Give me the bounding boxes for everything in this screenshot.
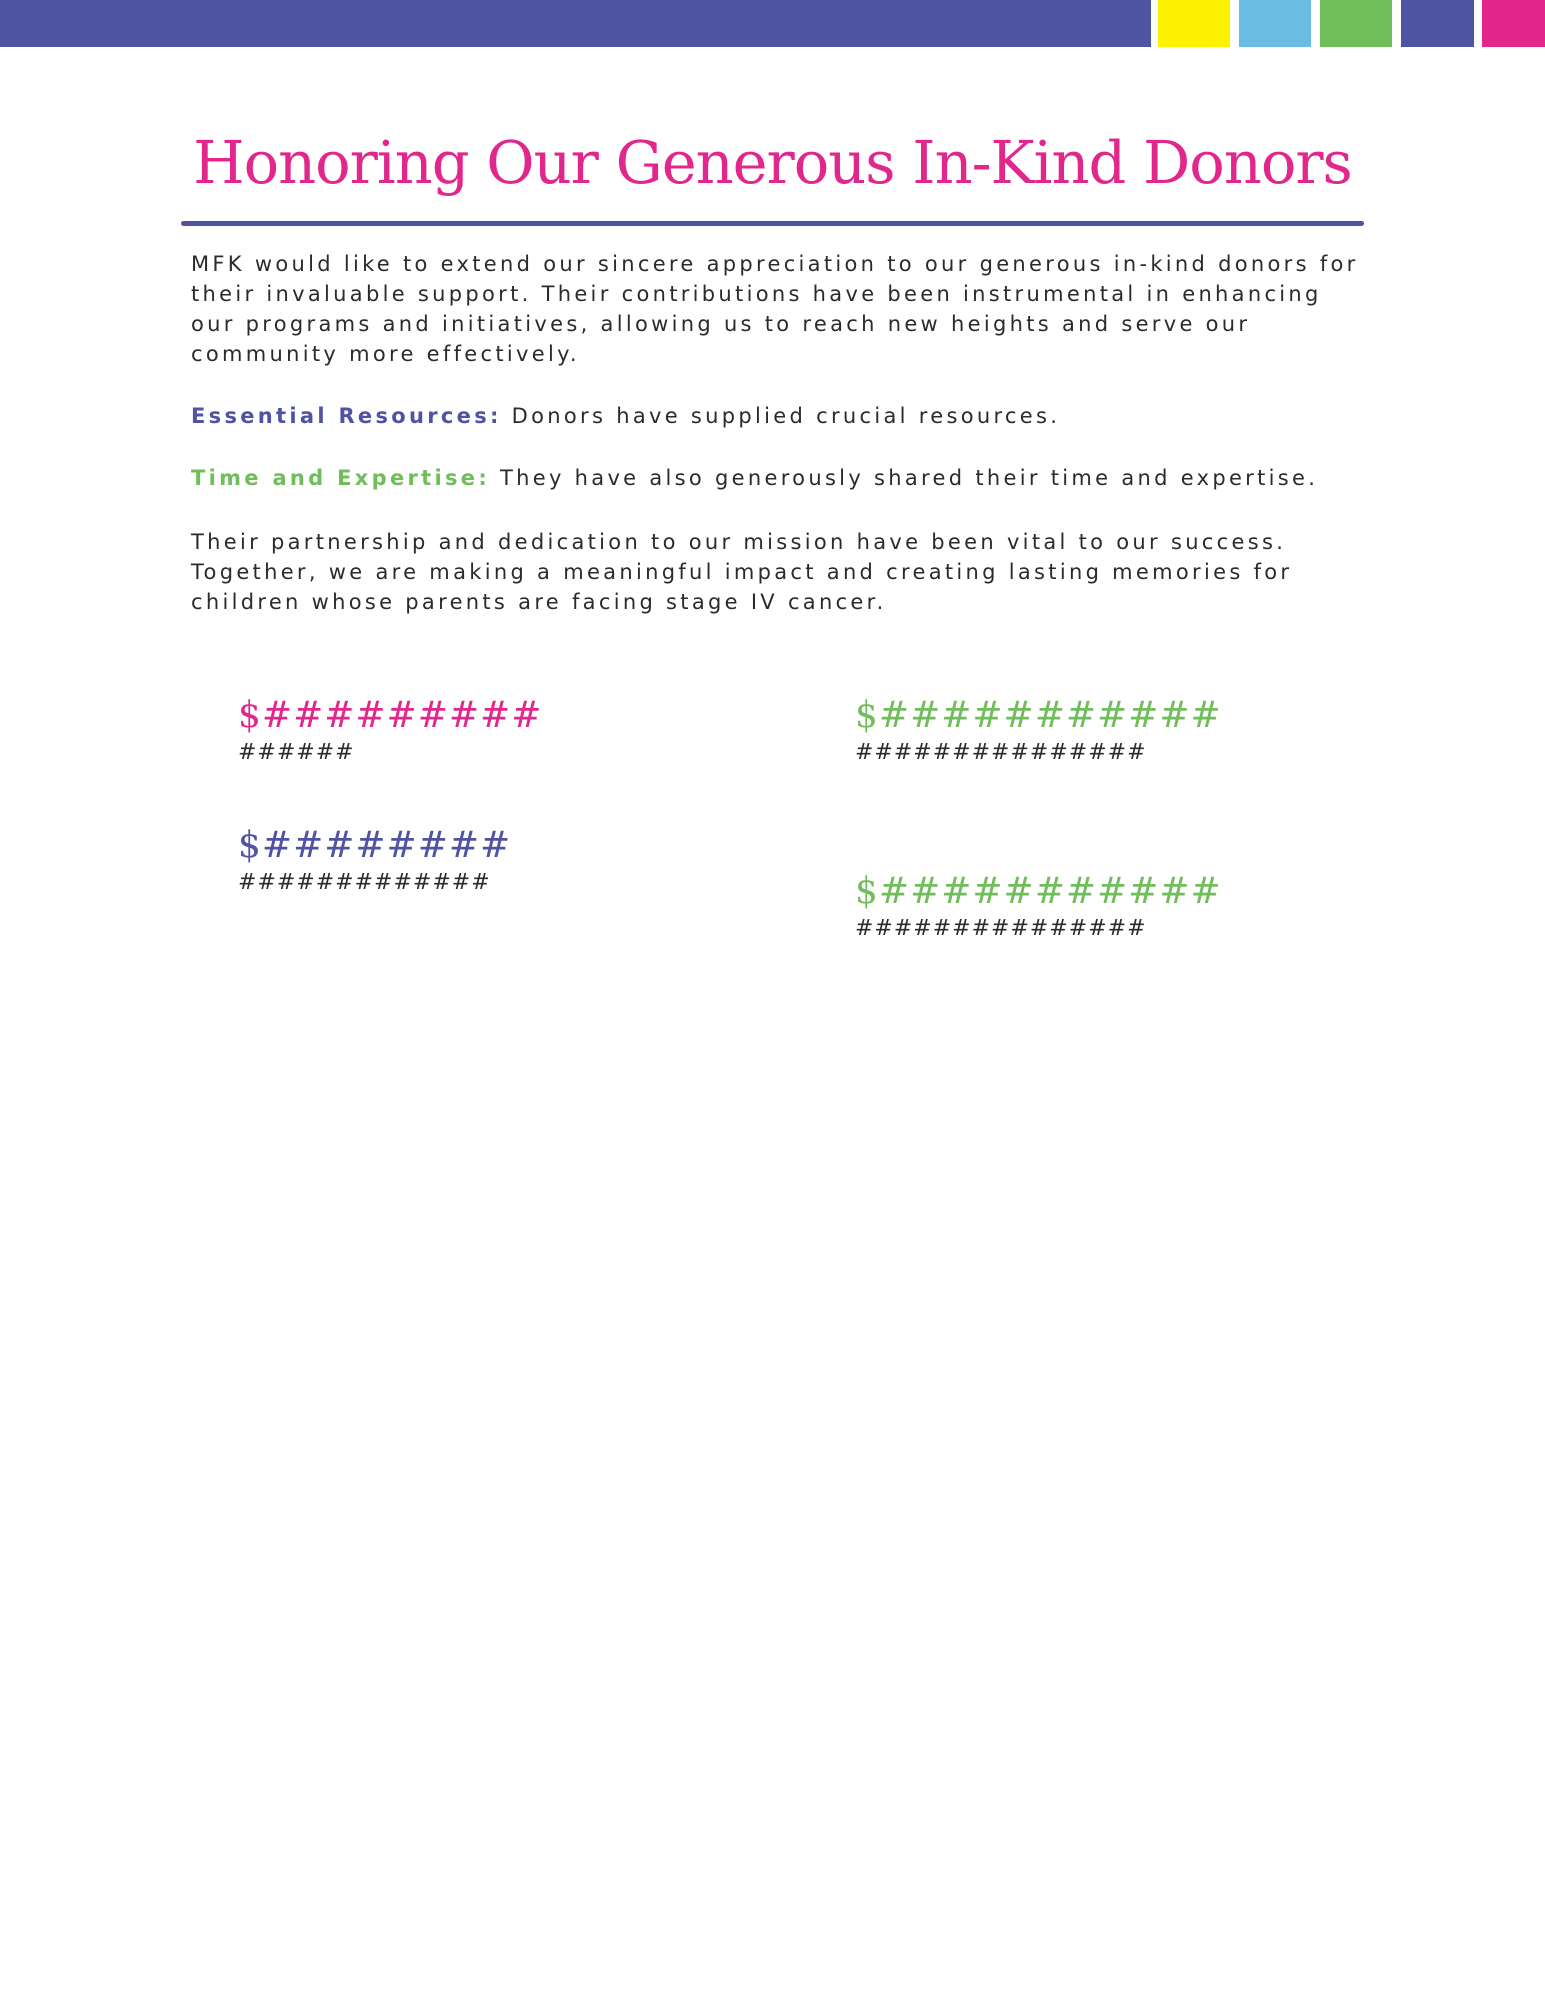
tier-donor-name: ############### [855, 740, 1147, 765]
donor-tier-1 [238, 695, 542, 767]
tier-amount: $########### [855, 871, 1222, 912]
light-blue-swatch [1239, 0, 1311, 47]
tier-donor-name: ###### [238, 740, 355, 765]
expertise-paragraph [191, 463, 1371, 493]
tier-amount: $######## [238, 825, 512, 866]
resources-label: Essential Resources: [191, 404, 502, 428]
pink-swatch [1482, 0, 1545, 47]
indigo-swatch [1401, 0, 1474, 47]
donor-tier-3 [238, 825, 511, 897]
resources-text: Donors have supplied crucial resources. [501, 404, 1061, 428]
donor-tier-4 [855, 871, 1222, 943]
tier-donor-name: ############### [855, 916, 1147, 941]
top-bar-stripe [0, 0, 1151, 47]
donor-tier-2 [855, 695, 1222, 767]
title-divider [181, 221, 1364, 226]
top-color-bar [0, 0, 1545, 47]
expertise-text: They have also generously shared their time and expertise. [490, 466, 1319, 490]
green-swatch [1320, 0, 1392, 47]
tier-amount: $########### [855, 695, 1222, 736]
intro-paragraph: MFK would like to extend our sincere appreciation to our generous in-kind donors for their invaluable support. Their contributions have been instrumental in enhancing our programs and initiatives, allowing us to reach new heights and serve our community more effectively. [191, 252, 1359, 366]
tier-donor-name: ############# [238, 870, 491, 895]
expertise-label: Time and Expertise: [191, 466, 491, 490]
resources-paragraph [191, 401, 1371, 431]
page-title: Honoring Our Generous In-Kind Donors [193, 128, 1352, 197]
tier-amount: $######### [238, 695, 543, 736]
yellow-swatch [1158, 0, 1230, 47]
closing-paragraph: Their partnership and dedication to our mission have been vital to our success. Together, we are making a meaningful impact and creating lasting memories for children whose parents are facing stage IV cancer. [191, 530, 1293, 614]
